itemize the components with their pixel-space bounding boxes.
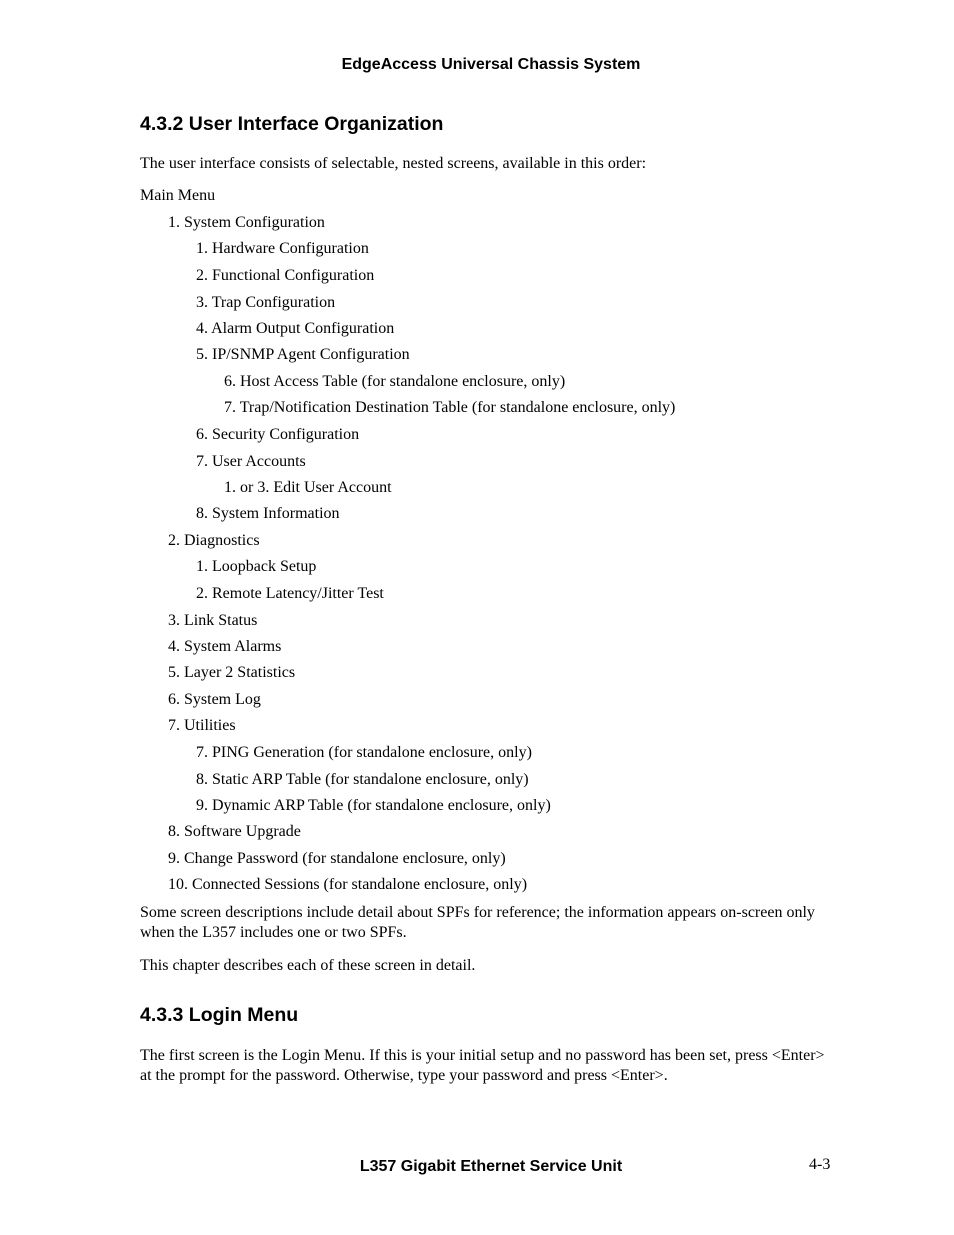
menu-list-item: 4. System Alarms [168,638,282,655]
menu-list-item: 3. Trap Configuration [196,294,336,311]
running-footer: L357 Gigabit Ethernet Service Unit [359,1158,623,1175]
section-heading-login-menu: 4.3.3 Login Menu [140,1004,299,1026]
menu-list-item: 4. Alarm Output Configuration [196,320,395,337]
running-header: EdgeAccess Universal Chassis System [341,56,641,73]
menu-list-item: 8. System Information [196,505,340,522]
main-menu-label: Main Menu [140,187,216,204]
menu-list-item: 1. System Configuration [168,214,325,231]
menu-list-item: 9. Change Password (for standalone enclosure, only) [168,850,506,867]
section-heading-user-interface-organization: 4.3.2 User Interface Organization [140,113,444,135]
menu-list-item: 6. System Log [168,691,261,708]
menu-list-item: 10. Connected Sessions (for standalone enclosure, only) [168,876,528,893]
chapter-note-paragraph: This chapter describes each of these screen in detail. [140,957,476,974]
menu-list-item: 2. Functional Configuration [196,267,375,284]
intro-paragraph: The user interface consists of selectable, nested screens, available in this order: [140,155,647,172]
menu-list-item: 9. Dynamic ARP Table (for standalone enclosure, only) [196,797,551,814]
menu-list-item: 1. Hardware Configuration [196,240,369,257]
menu-list-item: 2. Diagnostics [168,532,260,549]
menu-list-item: 3. Link Status [168,612,258,629]
spf-note-paragraph: Some screen descriptions include detail about SPFs for reference; the information appears on-screen only when the L357 includes one or two SPFs. [140,904,815,941]
menu-list-item: 8. Software Upgrade [168,823,301,840]
menu-list-item: 7. User Accounts [196,453,306,470]
login-menu-paragraph: The first screen is the Login Menu. If this is your initial setup and no password has been set, press <Enter> at the prompt for the password. Otherwise, type your password and press <Enter>. [140,1047,825,1084]
menu-list-item: 6. Host Access Table (for standalone enclosure, only) [224,373,566,390]
menu-list-item: 7. Utilities [168,717,236,734]
menu-list-item: 5. Layer 2 Statistics [168,664,296,681]
page-number: 4-3 [809,1156,831,1173]
menu-list-item: 1. or 3. Edit User Account [224,479,392,496]
menu-list-item: 2. Remote Latency/Jitter Test [196,585,384,602]
menu-list-item: 1. Loopback Setup [196,558,317,575]
menu-list-item: 8. Static ARP Table (for standalone enclosure, only) [196,771,529,788]
menu-list-item: 5. IP/SNMP Agent Configuration [196,346,410,363]
menu-list-item: 6. Security Configuration [196,426,360,443]
menu-list-item: 7. Trap/Notification Destination Table (for standalone enclosure, only) [224,399,676,416]
menu-list-item: 7. PING Generation (for standalone enclosure, only) [196,744,532,761]
